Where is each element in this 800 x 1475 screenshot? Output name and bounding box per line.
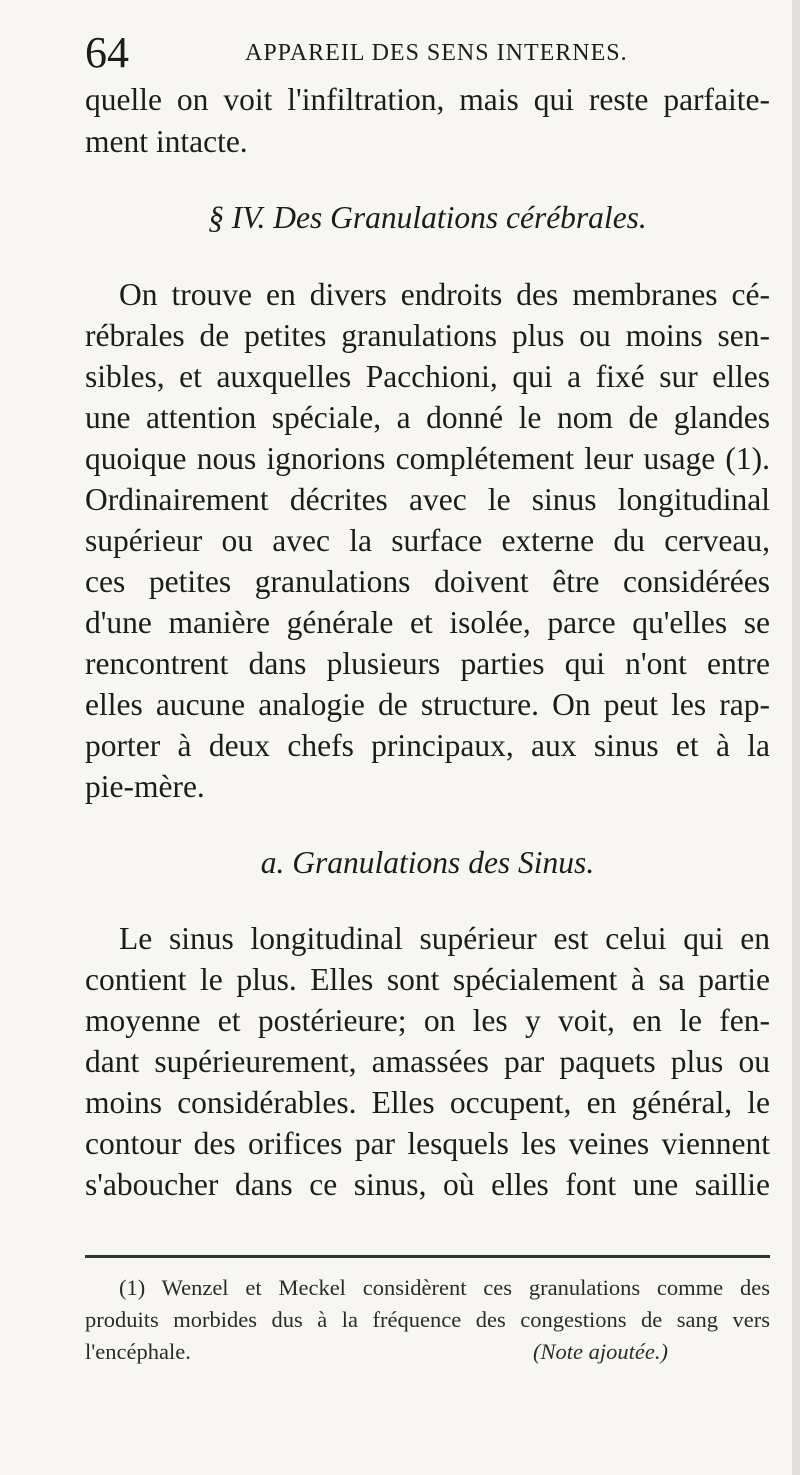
body-line: rébrales de petites granulations plus ou moins sen- bbox=[85, 318, 770, 353]
body-line: moyenne et postérieure; on les y voit, en le fen- bbox=[85, 1003, 770, 1038]
body-line: d'une manière générale et isolée, parce qu'elles se bbox=[85, 605, 770, 640]
body-line: sibles, et auxquelles Pacchioni, qui a fixé sur elles bbox=[85, 359, 770, 394]
footnote-rule bbox=[85, 1255, 770, 1258]
footnote-line: (1) Wenzel et Meckel considèrent ces granulations comme des bbox=[119, 1275, 770, 1300]
body-line: moins considérables. Elles occupent, en général, le bbox=[85, 1085, 770, 1120]
footnote-line: produits morbides dus à la fréquence des congestions de sang vers bbox=[85, 1307, 770, 1332]
page-header bbox=[85, 28, 725, 78]
body-line: quoique nous ignorions complétement leur usage (1). bbox=[85, 441, 770, 476]
body-line: quelle on voit l'infiltration, mais qui reste parfaite- bbox=[85, 82, 770, 117]
body-line: s'aboucher dans ce sinus, où elles font une saillie bbox=[85, 1167, 770, 1202]
section-heading: § IV. Des Granulations cérébrales. bbox=[208, 200, 647, 235]
body-line: pie-mère. bbox=[85, 769, 205, 804]
body-line: dant supérieurement, amassées par paquets plus ou bbox=[85, 1044, 770, 1079]
page-number: 64 bbox=[85, 28, 129, 77]
body-line: ment intacte. bbox=[85, 124, 248, 159]
body-line: Ordinairement décrites avec le sinus longitudinal bbox=[85, 482, 770, 517]
subsection-heading: a. Granulations des Sinus. bbox=[260, 845, 595, 880]
body-line: contour des orifices par lesquels les veines viennent bbox=[85, 1126, 770, 1161]
page-edge bbox=[792, 0, 800, 1475]
body-line: supérieur ou avec la surface externe du cerveau, bbox=[85, 523, 770, 558]
body-line: ces petites granulations doivent être considérées bbox=[85, 564, 770, 599]
body-line: porter à deux chefs principaux, aux sinus et à la bbox=[85, 728, 770, 763]
body-line: rencontrent dans plusieurs parties qui n'ont entre bbox=[85, 646, 770, 681]
body-line: elles aucune analogie de structure. On peut les rap- bbox=[85, 687, 770, 722]
body-line: contient le plus. Elles sont spécialement à sa partie bbox=[85, 962, 770, 997]
footnote-line: l'encéphale. bbox=[85, 1339, 191, 1364]
body-line: Le sinus longitudinal supérieur est celui qui en bbox=[119, 921, 770, 956]
body-line: On trouve en divers endroits des membranes cé- bbox=[119, 277, 770, 312]
running-head: APPAREIL DES SENS INTERNES. bbox=[245, 40, 628, 66]
footnote-note: (Note ajoutée.) bbox=[533, 1339, 668, 1364]
body-line: une attention spéciale, a donné le nom de glandes bbox=[85, 400, 770, 435]
